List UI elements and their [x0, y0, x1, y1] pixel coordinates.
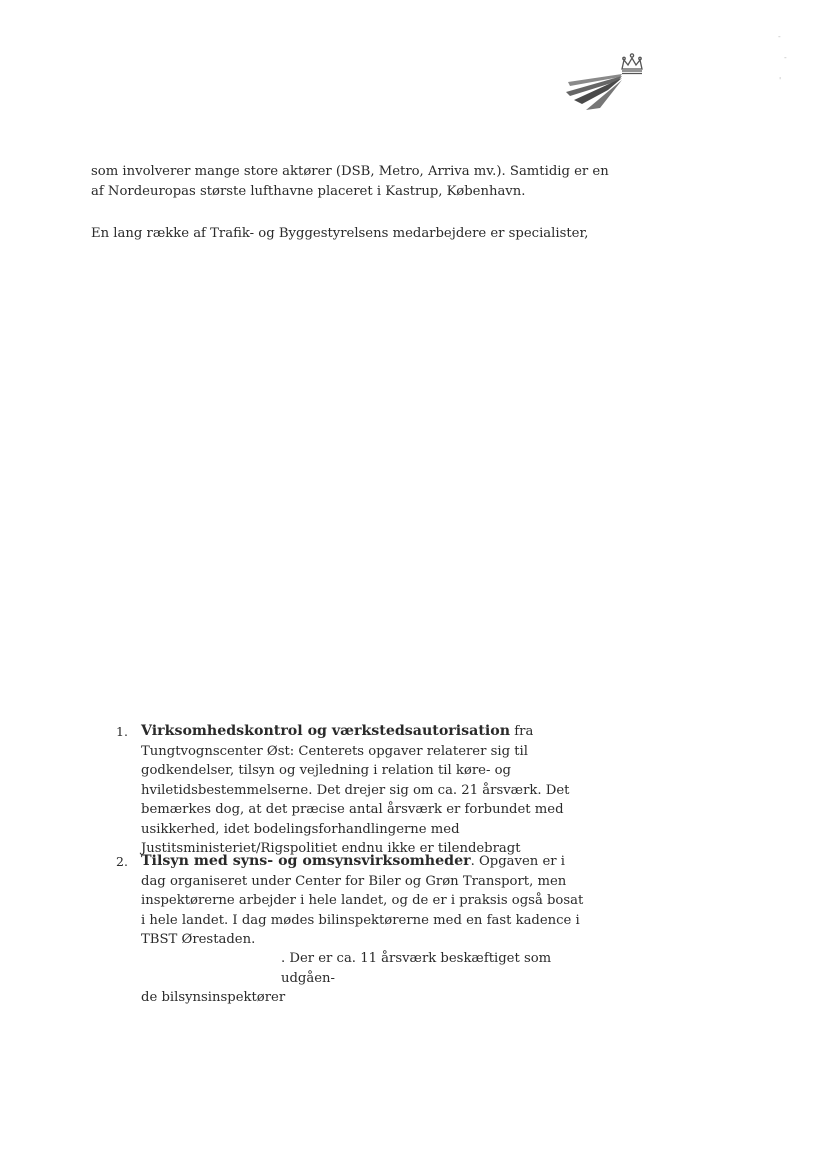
fragment-line: de bilsynsinspektører [141, 990, 286, 1005]
scan-mark: - [778, 32, 781, 41]
list-body [141, 852, 591, 950]
fragment-line: . Der er ca. 11 årsværk beskæftiget som udgåen- [281, 951, 552, 986]
paragraph-specialists: En lang række af Trafik- og Byggestyrelsens medarbejdere er specialister, [91, 226, 589, 241]
list-text: . Opgaven er i dag organiseret under Center for Biler og Grøn Transport, men inspektørerne arbejder i hele landet, og de er i praksis også bosat i hele landet. I dag mødes bilinspektørerne med en fast kadence i TBST Ørestaden. [141, 854, 584, 947]
redacted-fragment [141, 949, 591, 1008]
crown-road-logo [560, 52, 650, 116]
road-stripes-icon [566, 74, 622, 110]
paragraph-transport-actors: som involverer mange store aktører (DSB, Metro, Arriva mv.). Samtidig er en af Nordeuropas største lufthavne placeret i Kastrup, København. [91, 164, 609, 199]
list-body [141, 722, 591, 859]
list-heading: Tilsyn med syns- og omsynsvirksomheder [141, 853, 471, 869]
list-heading: Virksomhedskontrol og værkstedsautorisation [141, 723, 511, 739]
scan-mark: ' [779, 76, 782, 85]
crown-icon [622, 54, 642, 74]
list-number: 2. [116, 854, 128, 869]
list-text: fra Tungtvognscenter Øst: Centerets opgaver relaterer sig til godkendelser, tilsyn og vejledning i relation til køre- og hviletidsbestemmelserne. Det drejer sig om ca. 21 årsværk. Det bemærkes dog, at det præcise antal årsværk er forbundet med usikkerhed, idet bodelingsforhandlingerne med Justitsministeriet/Rigspolitiet endnu ikke er tilendebragt [141, 724, 570, 856]
list-number: 1. [116, 724, 128, 739]
scan-mark: - [784, 53, 787, 62]
